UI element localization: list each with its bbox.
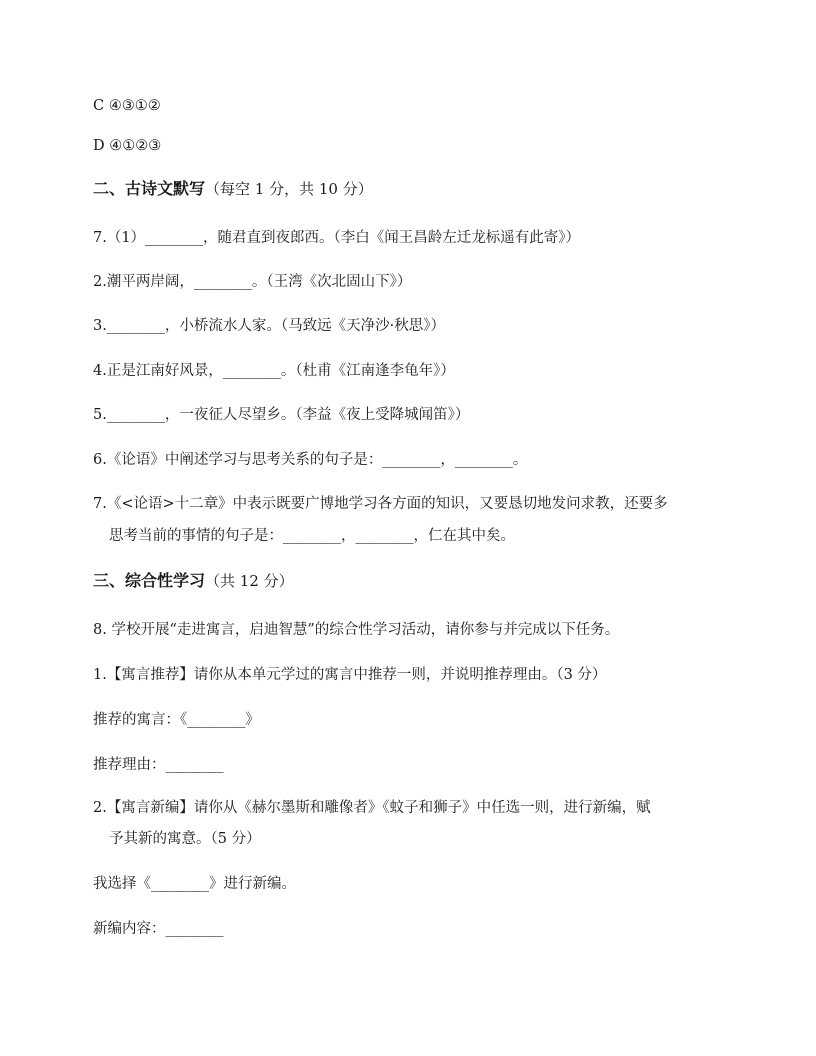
question-item: 4.正是江南好风景，________。（杜甫《江南逢李龟年》） (93, 363, 455, 379)
option-c: C ④③①② (93, 98, 161, 114)
section2-heading (93, 178, 373, 200)
question-item-7-line2: 思考当前的事情的句子是：________，________，仁在其中矣。 (109, 528, 515, 544)
section2-title: 二、古诗文默写 (93, 179, 206, 198)
task1-prompt: 1.【寓言推荐】请你从本单元学过的寓言中推荐一则，并说明推荐理由。（3 分） (93, 667, 607, 683)
question-item: 7.（1）________，随君直到夜郎西。（李白《闻王昌龄左迁龙标遥有此寄》） (93, 230, 581, 246)
section3-intro: 8. 学校开展“走进寓言，启迪智慧”的综合性学习活动，请你参与并完成以下任务。 (93, 622, 620, 638)
section3-title: 三、综合性学习 (93, 571, 206, 590)
question-item: 5.________，一夜征人尽望乡。（李益《夜上受降城闻笛》） (93, 407, 470, 423)
task1-reason-blank: 推荐理由：________ (93, 757, 224, 773)
question-item-7-line1: 7.《<论语>十二章》中表示既要广博地学习各方面的知识，又要恳切地发问求教，还要多 (93, 496, 668, 512)
task2-content-blank: 新编内容：________ (93, 921, 224, 937)
task2-prompt-line2: 予其新的寓意。（5 分） (109, 831, 261, 847)
section3-heading (93, 570, 294, 592)
section2-note: （每空 1 分，共 10 分） (205, 180, 373, 198)
option-d: D ④①②③ (93, 138, 162, 154)
question-item: 3.________，小桥流水人家。（马致远《天净沙·秋思》） (93, 318, 445, 334)
section3-note: （共 12 分） (205, 572, 294, 590)
question-item: 2.潮平两岸阔，________。（王湾《次北固山下》） (93, 274, 412, 290)
question-item: 6.《论语》中阐述学习与思考关系的句子是：________，________。 (93, 452, 528, 468)
task2-prompt-line1: 2.【寓言新编】请你从《赫尔墨斯和雕像者》《蚊子和狮子》中任选一则，进行新编，赋 (93, 800, 651, 816)
task1-fable-blank: 推荐的寓言：《________》 (93, 712, 260, 728)
task2-choice-blank: 我选择《________》进行新编。 (93, 876, 296, 892)
